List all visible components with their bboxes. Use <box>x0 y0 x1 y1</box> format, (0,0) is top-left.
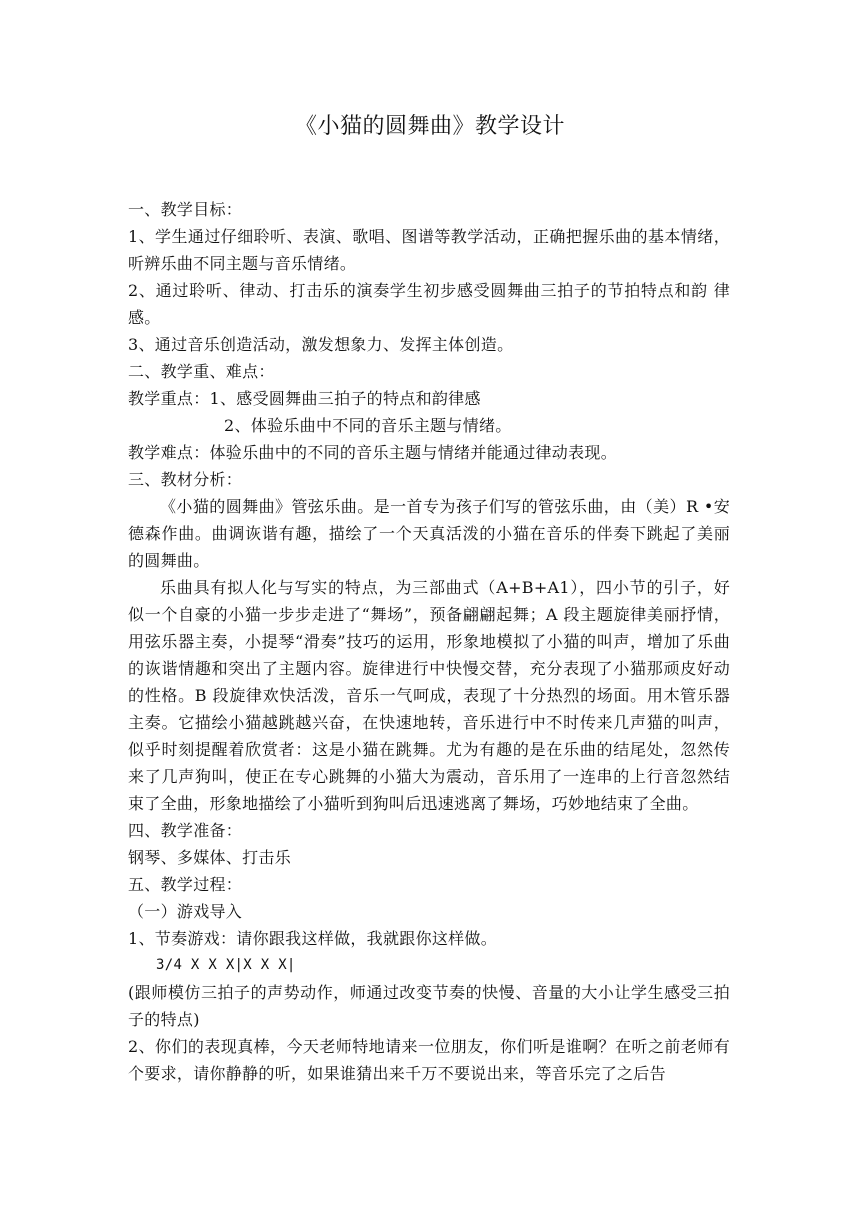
objective-item-3: 3、通过音乐创造活动，激发想象力、发挥主体创造。 <box>128 335 514 354</box>
document-title: 《小猫的圆舞曲》教学设计 <box>294 114 565 139</box>
document-body <box>128 196 730 1087</box>
objective-item-1: 1、学生通过仔细聆听、表演、歌唱、图谱等教学活动，正确把握乐曲的基本情绪，听辨乐曲不同主题与音乐情绪。 <box>128 227 730 273</box>
key-point-1: 教学重点：1、感受圆舞曲三拍子的特点和韵律感 <box>128 389 481 408</box>
section-heading-key-points: 二、教学重、难点： <box>128 362 275 381</box>
section-heading-analysis: 三、教材分析： <box>128 470 243 489</box>
process-item-1: 1、节奏游戏：请你跟我这样做，我就跟你这样做。 <box>128 929 498 948</box>
process-note: (跟师模仿三拍子的声势动作，师通过改变节奏的快慢、音量的大小让学生感受三拍子的特点) <box>128 983 730 1029</box>
subsection-game-intro: （一）游戏导入 <box>128 902 243 921</box>
rhythm-notation: 3/4 X X X|X X X| <box>156 957 296 973</box>
section-heading-process: 五、教学过程： <box>128 875 243 894</box>
key-point-2: 2、体验乐曲中不同的音乐主题与情绪。 <box>224 416 512 435</box>
section-heading-objectives: 一、教学目标： <box>128 200 243 219</box>
preparation-items: 钢琴、多媒体、打击乐 <box>128 848 292 867</box>
difficulty-point: 教学难点：体验乐曲中的不同的音乐主题与情绪并能通过律动表现。 <box>128 443 618 462</box>
analysis-paragraph-1: 《小猫的圆舞曲》管弦乐曲。是一首专为孩子们写的管弦乐曲，由（美）R •安德森作曲。曲调诙谐有趣，描绘了一个天真活泼的小猫在音乐的伴奏下跳起了美丽的圆舞曲。 <box>128 497 730 570</box>
section-heading-preparation: 四、教学准备： <box>128 821 243 840</box>
analysis-paragraph-2: 乐曲具有拟人化与写实的特点，为三部曲式（A+B+A1），四小节的引子，好似一个自豪的小猫一步步走进了“舞场”，预备翩翩起舞；A 段主题旋律美丽抒情，用弦乐器主奏，小提琴“滑奏”技巧的运用，形象地模拟了小猫的叫声，增加了乐曲的诙谐情趣和突出了主题内容。旋律进行中快慢交替，充分表现了小猫那顽皮好动的性格。B 段旋律欢快活泼，音乐一气呵成，表现了十分热烈的场面。用木管乐器主奏。它描绘小猫越跳越兴奋，在快速地转，音乐进行中不时传来几声猫的叫声，似乎时刻提醒着欣赏者：这是小猫在跳舞。尤为有趣的是在乐曲的结尾处，忽然传来了几声狗叫，使正在专心跳舞的小猫大为震动，音乐用了一连串的上行音忽然结束了全曲，形象地描绘了小猫听到狗叫后迅速逃离了舞场，巧妙地结束了全曲。 <box>128 578 730 813</box>
objective-item-2: 2、通过聆听、律动、打击乐的演奏学生初步感受圆舞曲三拍子的节拍特点和韵 律感。 <box>128 281 730 327</box>
process-item-2: 2、你们的表现真棒，今天老师特地请来一位朋友，你们听是谁啊？在听之前老师有个要求，请你静静的听，如果谁猜出来千万不要说出来，等音乐完了之后告 <box>128 1037 730 1083</box>
